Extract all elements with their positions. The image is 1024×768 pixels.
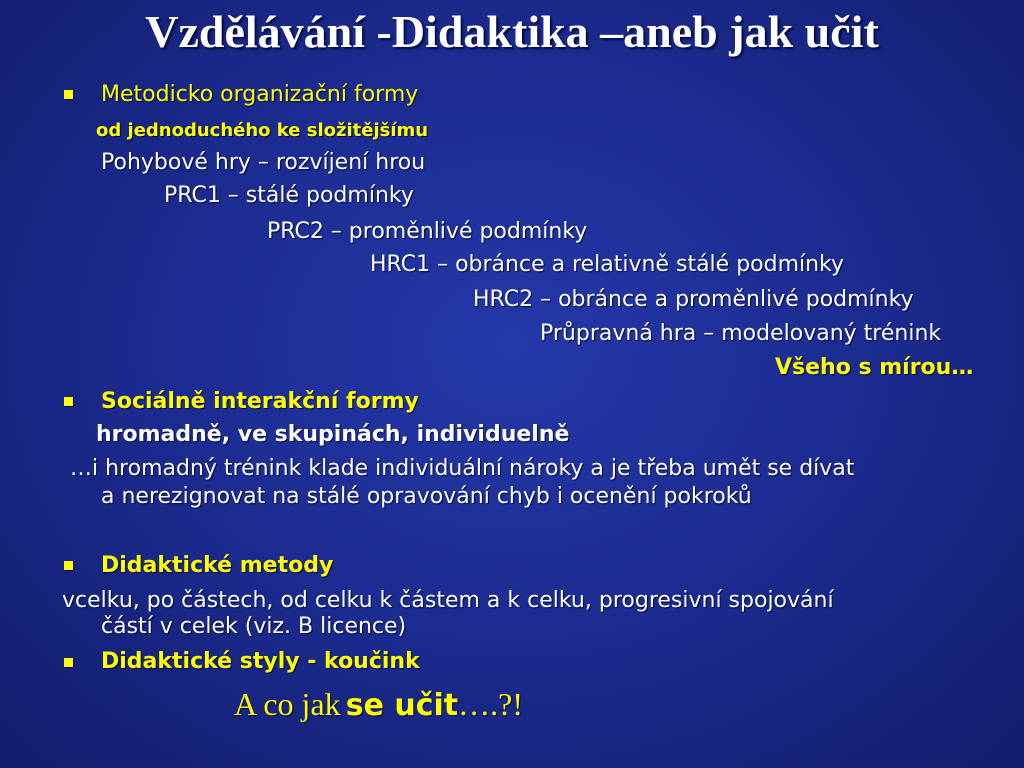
paragraph-line-2: částí v celek (viz. B licence) bbox=[101, 614, 407, 639]
closing-question bbox=[234, 686, 523, 723]
motto: Všeho s mírou… bbox=[775, 355, 974, 380]
paragraph-line-1: vcelku, po částech, od celku k částem a k celku, progresivní spojování bbox=[62, 588, 834, 613]
slide-title: Vzdělávání -Didaktika –aneb jak učit bbox=[145, 6, 879, 57]
step-line-6: Průpravná hra – modelovaný trénink bbox=[540, 321, 942, 346]
paragraph-line-1: …i hromadný trénink klade individuální nároky a je třeba umět se dívat bbox=[70, 456, 855, 481]
section-heading-organizational-forms: Metodicko organizační formy bbox=[101, 82, 419, 107]
section-heading-social-forms: Sociálně interakční formy bbox=[101, 389, 419, 414]
step-line-2: PRC1 – stálé podmínky bbox=[164, 183, 414, 208]
step-line-3: PRC2 – proměnlivé podmínky bbox=[267, 219, 588, 244]
square-bullet-icon bbox=[64, 561, 73, 570]
step-line-4: HRC1 – obránce a relativně stálé podmínky bbox=[370, 252, 845, 277]
section-subheading: hromadně, ve skupinách, individuelně bbox=[96, 422, 570, 447]
square-bullet-icon bbox=[64, 658, 73, 667]
step-line-1: Pohybové hry – rozvíjení hrou bbox=[101, 150, 426, 175]
closing-part-3: ….?! bbox=[458, 686, 524, 722]
section-subheading: od jednoduchého ke složitějšímu bbox=[96, 120, 429, 141]
section-heading-styles: Didaktické styly - koučink bbox=[101, 649, 420, 674]
closing-part-1: A co jak bbox=[234, 686, 341, 722]
square-bullet-icon bbox=[64, 397, 73, 406]
paragraph-line-2: a nerezignovat na stálé opravování chyb i ocenění pokroků bbox=[101, 484, 752, 509]
step-line-5: HRC2 – obránce a proměnlivé podmínky bbox=[473, 287, 914, 312]
section-heading-methods: Didaktické metody bbox=[101, 553, 334, 578]
closing-part-2: se učit bbox=[345, 688, 459, 723]
square-bullet-icon bbox=[64, 90, 73, 99]
